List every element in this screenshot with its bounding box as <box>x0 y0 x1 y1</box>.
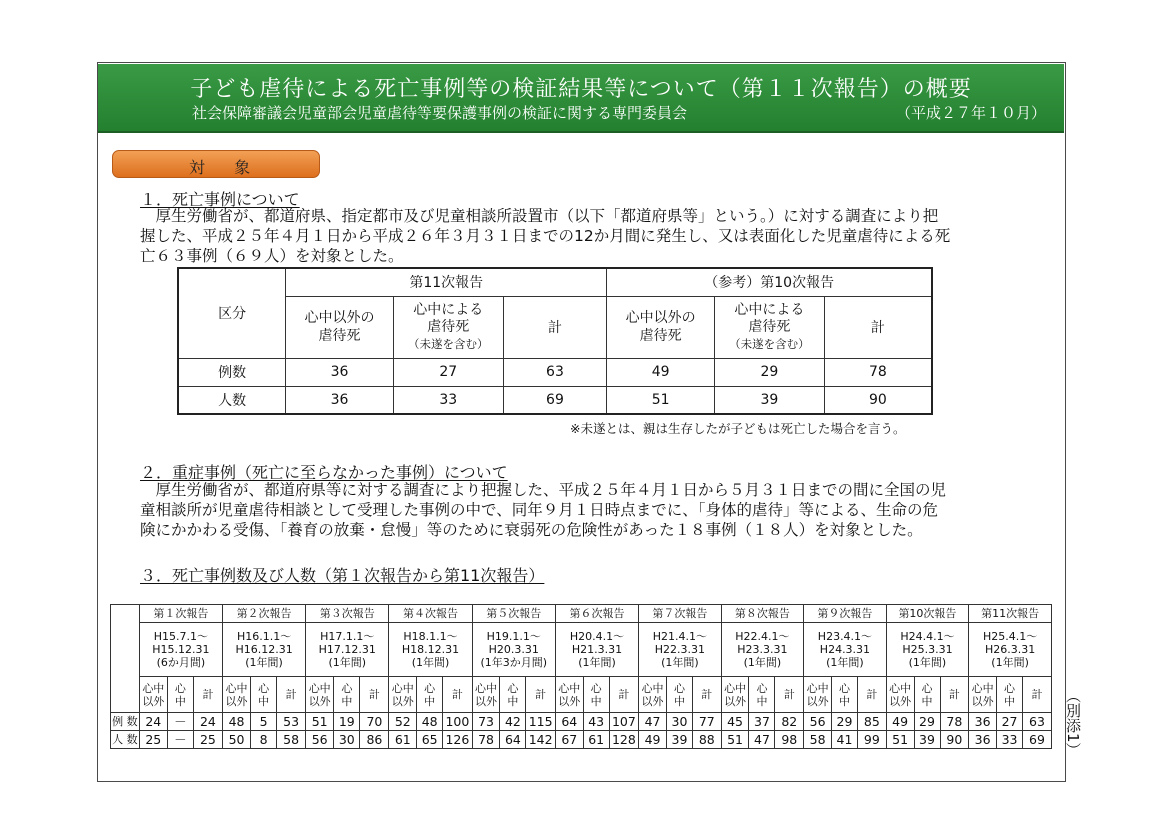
document-title: 子ども虐待による死亡事例等の検証結果等について（第１１次報告）の概要 <box>190 77 972 102</box>
report-name: 第２次報告 <box>222 605 305 623</box>
table-cell: 142 <box>526 731 555 749</box>
sub-col-non-joint: 心中 以外 <box>306 677 334 713</box>
sub-col-joint: 心 中 <box>334 677 360 713</box>
table-cell: 36 <box>969 713 997 731</box>
sub-col-total: 計 <box>940 677 969 713</box>
sub-col-non-joint: 心中 以外 <box>804 677 832 713</box>
table-cell: 39 <box>715 386 825 414</box>
table-cell: 82 <box>775 713 804 731</box>
table-cell: 53 <box>277 713 306 731</box>
report-name: 第１次報告 <box>139 605 222 623</box>
table-row <box>178 386 932 414</box>
table-cell: － <box>167 731 193 749</box>
table-cell: 24 <box>139 713 167 731</box>
table-cell: 30 <box>334 731 360 749</box>
period-line: H25.4.1～ <box>982 630 1038 643</box>
period-line: (1年間) <box>328 656 367 669</box>
table-cell: 64 <box>500 731 526 749</box>
table-cell: 50 <box>222 731 250 749</box>
sub-col-non-joint: 心中 以外 <box>886 677 914 713</box>
sub-col-joint: 心 中 <box>167 677 193 713</box>
period-line: H17.1.1～ <box>320 630 375 643</box>
sub-col-joint: 心 中 <box>583 677 609 713</box>
report-name: 第10次報告 <box>886 605 969 623</box>
sub-col-joint: 心 中 <box>997 677 1023 713</box>
table-cell: 86 <box>360 731 389 749</box>
sub-col-total: 計 <box>775 677 804 713</box>
report-period <box>721 623 804 677</box>
period-line: H16.12.31 <box>235 643 293 656</box>
category-header: 区分 <box>178 268 286 358</box>
table-cell: 69 <box>503 386 607 414</box>
report-name: 第４次報告 <box>389 605 472 623</box>
period-line: H22.4.1～ <box>735 630 790 643</box>
period-line: H15.12.31 <box>152 643 210 656</box>
period-line: H16.1.1～ <box>236 630 292 643</box>
sub-col-joint: 心 中 <box>417 677 443 713</box>
table-cell: 65 <box>417 731 443 749</box>
table-cell: 47 <box>639 713 667 731</box>
period-line: H19.1.1～ <box>486 630 541 643</box>
period-line: H21.4.1～ <box>652 630 708 643</box>
col-joint-10 <box>715 296 825 358</box>
col-joint-11-note: （未遂を含む） <box>408 336 489 351</box>
table-cell: 36 <box>969 731 997 749</box>
table-cell: 107 <box>609 713 638 731</box>
period-line: H25.3.31 <box>902 643 953 656</box>
row-label-persons: 人数 <box>178 386 286 414</box>
table-cell: 25 <box>139 731 167 749</box>
table-cell: 61 <box>583 731 609 749</box>
table-cell: 128 <box>609 731 638 749</box>
table-cell: 51 <box>886 731 914 749</box>
committee-name: 社会保障審議会児童部会児童虐待等要保護事例の検証に関する専門委員会 <box>192 104 688 122</box>
period-line: (1年間) <box>826 656 864 669</box>
col-total-10: 計 <box>824 296 932 358</box>
row-label: 例 数 <box>111 713 140 731</box>
table-cell: 78 <box>940 713 969 731</box>
report-name: 第３次報告 <box>306 605 389 623</box>
sub-col-total: 計 <box>526 677 555 713</box>
period-line: (1年間) <box>245 656 283 669</box>
table-cell: 51 <box>607 386 715 414</box>
table-cell: 49 <box>639 731 667 749</box>
table-cell: 51 <box>721 731 749 749</box>
period-line: H23.3.31 <box>737 643 788 656</box>
table-cell: 37 <box>749 713 775 731</box>
table-cell: 29 <box>831 713 857 731</box>
row-label: 人 数 <box>111 731 140 749</box>
title-banner <box>98 64 1064 133</box>
yearly-fatality-table <box>110 604 1052 749</box>
table-cell: 88 <box>692 731 721 749</box>
sub-col-total: 計 <box>443 677 472 713</box>
report-period <box>804 623 887 677</box>
sub-col-non-joint: 心中 以外 <box>555 677 583 713</box>
table-cell: 41 <box>831 731 857 749</box>
section3-heading: ３．死亡事例数及び人数（第１次報告から第11次報告） <box>140 566 545 585</box>
table-cell: 49 <box>886 713 914 731</box>
table-cell: 67 <box>555 731 583 749</box>
table-cell: 69 <box>1023 731 1052 749</box>
report-name: 第７次報告 <box>639 605 722 623</box>
table-cell: 36 <box>286 358 394 386</box>
period-line: H23.4.1～ <box>817 630 873 643</box>
section1-line-2: 握した、平成２５年４月１日から平成２６年３月３１日までの12か月間に発生し、又は表面化した児童虐待による死 <box>140 227 951 245</box>
sub-col-non-joint: 心中 以外 <box>472 677 500 713</box>
fatality-summary-table <box>177 267 933 415</box>
sub-col-total: 計 <box>692 677 721 713</box>
table-row <box>178 358 932 386</box>
sub-col-joint: 心 中 <box>831 677 857 713</box>
sub-header-row <box>111 677 1052 713</box>
table-cell: 64 <box>555 713 583 731</box>
table-cell: 98 <box>775 731 804 749</box>
report-period-row <box>111 623 1052 677</box>
sub-col-non-joint: 心中 以外 <box>389 677 417 713</box>
section2-line-1: 厚生労働省が、都道府県等に対する調査により把握した、平成２５年４月１日から５月３１日までの間に全国の児 <box>140 481 947 499</box>
table-cell: － <box>167 713 193 731</box>
col-non-joint-11: 心中以外の 虐待死 <box>286 296 394 358</box>
sub-col-joint: 心 中 <box>666 677 692 713</box>
report-period <box>639 623 722 677</box>
period-line: H26.3.31 <box>984 643 1036 656</box>
period-line: (1年間) <box>991 656 1029 669</box>
section1-line-3: 亡６３事例（６９人）を対象とした。 <box>140 247 404 265</box>
persons-row <box>111 731 1052 749</box>
sub-col-joint: 心 中 <box>500 677 526 713</box>
sub-col-joint: 心 中 <box>251 677 277 713</box>
sub-col-non-joint: 心中 以外 <box>969 677 997 713</box>
period-line: (1年間) <box>578 656 616 669</box>
table-cell: 63 <box>503 358 607 386</box>
table-cell: 58 <box>804 731 832 749</box>
table-cell: 43 <box>583 713 609 731</box>
col-non-joint-10: 心中以外の 虐待死 <box>607 296 715 358</box>
col-joint-11-label: 心中による 虐待死 <box>413 301 484 335</box>
sub-col-total: 計 <box>360 677 389 713</box>
period-line: (1年間) <box>411 656 450 669</box>
sub-col-total: 計 <box>277 677 306 713</box>
table-cell: 19 <box>334 713 360 731</box>
sub-col-total: 計 <box>1023 677 1052 713</box>
report-period <box>222 623 305 677</box>
section2-line-3: 険にかかわる受傷、「養育の放棄・怠慢」等のために衰弱死の危険性があった１８事例（１８人）を対象とした。 <box>140 521 923 539</box>
table-cell: 85 <box>857 713 886 731</box>
table-cell: 115 <box>526 713 555 731</box>
target-label: 対 象 <box>189 158 263 177</box>
sub-col-non-joint: 心中 以外 <box>639 677 667 713</box>
sub-col-non-joint: 心中 以外 <box>139 677 167 713</box>
table-cell: 27 <box>997 713 1023 731</box>
period-line: H20.4.1～ <box>569 630 625 643</box>
sub-col-joint: 心 中 <box>914 677 940 713</box>
sub-col-non-joint: 心中 以外 <box>721 677 749 713</box>
table-cell: 99 <box>857 731 886 749</box>
period-line: (1年間) <box>908 656 947 669</box>
table-cell: 77 <box>692 713 721 731</box>
section2-line-2: 童相談所が児童虐待相談として受理した事例の中で、同年９月１日時点までに、「身体的虐待」等による、生命の危 <box>140 501 938 519</box>
group-header-11th: 第11次報告 <box>286 268 607 296</box>
section1-line-1: 厚生労働省が、都道府県、指定都市及び児童相談所設置市（以下「都道府県等」という。）に対する調査により把 <box>140 207 939 225</box>
period-line: H18.12.31 <box>401 643 460 656</box>
table-cell: 78 <box>824 358 932 386</box>
table-cell: 29 <box>914 713 940 731</box>
period-line: H17.12.31 <box>318 643 376 656</box>
period-line: H18.1.1～ <box>403 630 458 643</box>
report-period <box>306 623 389 677</box>
table-cell: 70 <box>360 713 389 731</box>
col-joint-10-note: （未遂を含む） <box>729 336 810 351</box>
period-line: H21.3.31 <box>571 643 623 656</box>
table-cell: 90 <box>940 731 969 749</box>
report-name: 第６次報告 <box>555 605 638 623</box>
sub-col-total: 計 <box>609 677 638 713</box>
sub-col-total: 計 <box>857 677 886 713</box>
sub-col-total: 計 <box>193 677 222 713</box>
period-line: (6か月間) <box>156 656 206 669</box>
table-cell: 63 <box>1023 713 1052 731</box>
table-cell: 8 <box>251 731 277 749</box>
table-cell: 33 <box>997 731 1023 749</box>
period-line: (1年3か月間) <box>480 656 548 669</box>
table-cell: 47 <box>749 731 775 749</box>
report-period <box>969 623 1052 677</box>
col-joint-10-label: 心中による 虐待死 <box>734 301 805 335</box>
period-line: H20.3.31 <box>488 643 539 656</box>
period-line: H24.3.31 <box>819 643 871 656</box>
table-cell: 58 <box>277 731 306 749</box>
table-cell: 33 <box>393 386 503 414</box>
section2-heading: ２．重症事例（死亡に至らなかった事例）について <box>140 463 508 482</box>
table-cell: 48 <box>222 713 250 731</box>
table-cell: 56 <box>306 731 334 749</box>
table-cell: 100 <box>443 713 472 731</box>
table-cell: 52 <box>389 713 417 731</box>
table-cell: 61 <box>389 731 417 749</box>
table-cell: 48 <box>417 713 443 731</box>
period-line: H24.4.1～ <box>900 630 955 643</box>
table-cell: 30 <box>666 713 692 731</box>
table-cell: 5 <box>251 713 277 731</box>
cases-row <box>111 713 1052 731</box>
report-name-row <box>111 605 1052 623</box>
table-cell: 39 <box>666 731 692 749</box>
period-line: (1年間) <box>661 656 699 669</box>
table-cell: 51 <box>306 713 334 731</box>
report-name: 第９次報告 <box>804 605 887 623</box>
row-label-cases: 例数 <box>178 358 286 386</box>
table-cell: 49 <box>607 358 715 386</box>
sub-col-joint: 心 中 <box>749 677 775 713</box>
report-period <box>886 623 969 677</box>
table-cell: 56 <box>804 713 832 731</box>
period-line: H22.3.31 <box>654 643 706 656</box>
col-joint-11 <box>393 296 503 358</box>
section1-heading: １．死亡事例について <box>140 190 300 209</box>
table-cell: 25 <box>193 731 222 749</box>
attempt-note: ※未遂とは、親は生存したが子どもは死亡した場合を言う。 <box>570 421 906 436</box>
table-cell: 73 <box>472 713 500 731</box>
period-line: (1年間) <box>743 656 782 669</box>
table-cell: 90 <box>824 386 932 414</box>
report-period <box>389 623 472 677</box>
sub-col-non-joint: 心中 以外 <box>222 677 250 713</box>
table-cell: 39 <box>914 731 940 749</box>
table-cell: 42 <box>500 713 526 731</box>
table-cell: 78 <box>472 731 500 749</box>
group-header-10th: （参考）第10次報告 <box>607 268 932 296</box>
report-name: 第５次報告 <box>472 605 555 623</box>
attachment-label: （別添1） <box>1064 688 1082 758</box>
report-name: 第８次報告 <box>721 605 804 623</box>
report-period <box>472 623 555 677</box>
table-cell: 29 <box>715 358 825 386</box>
table-cell: 27 <box>393 358 503 386</box>
table-cell: 24 <box>193 713 222 731</box>
table-cell: 36 <box>286 386 394 414</box>
report-name: 第11次報告 <box>969 605 1052 623</box>
document-date: （平成２７年１０月） <box>896 104 1047 122</box>
report-period <box>555 623 638 677</box>
col-total-11: 計 <box>503 296 607 358</box>
period-line: H15.7.1～ <box>153 630 208 643</box>
table-cell: 126 <box>443 731 472 749</box>
corner-cell <box>111 605 140 713</box>
target-label-badge <box>112 150 320 178</box>
report-period <box>139 623 222 677</box>
table-cell: 45 <box>721 713 749 731</box>
